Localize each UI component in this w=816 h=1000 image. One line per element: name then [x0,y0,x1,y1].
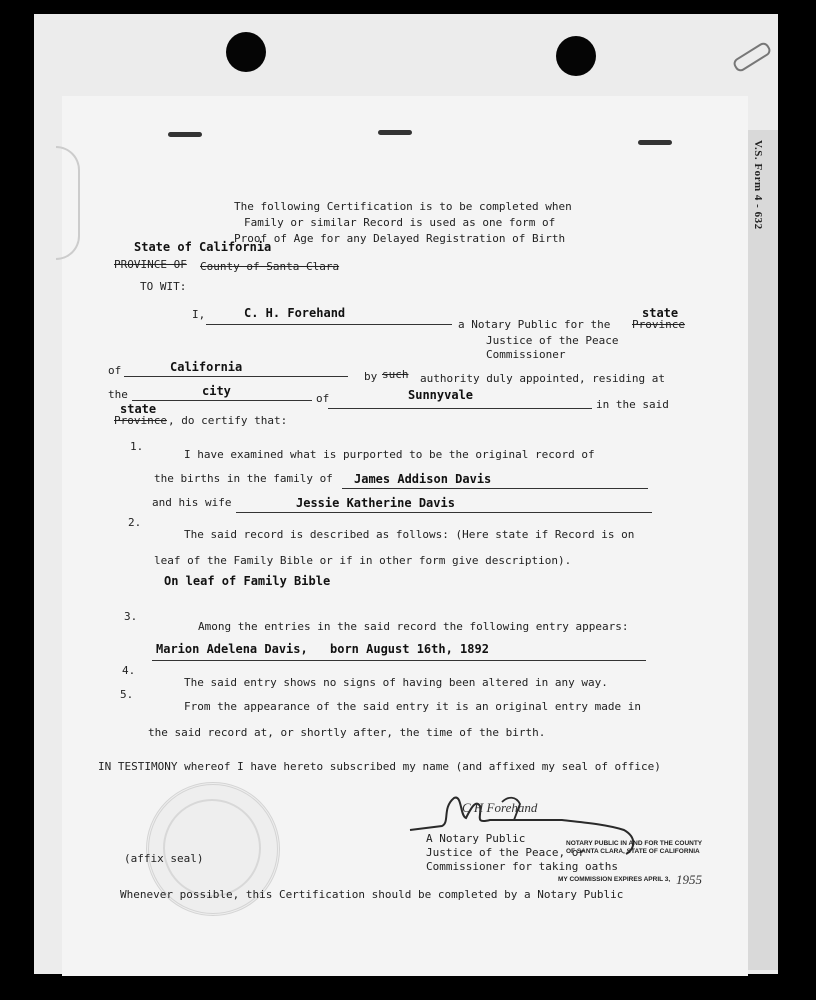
stamp-line-1: NOTARY PUBLIC IN AND FOR THE COUNTY [566,840,703,847]
province-struck-3: Province [114,414,167,427]
punch-hole-left [226,32,266,72]
notary-name-line [206,324,452,325]
item-5-line-2: the said record at, or shortly after, the time of the birth. [148,726,546,739]
state-typed: State of California [134,240,272,254]
commission-expiry: MY COMMISSION EXPIRES APRIL 3, [558,876,671,883]
signature-text: C H Forehand [462,800,538,815]
by-label: by [364,370,378,383]
such-struck: such [382,368,409,381]
affix-seal-label: (affix seal) [124,852,204,865]
notary-stamp [566,840,702,855]
item-number-4: 4. [122,664,136,677]
family-name-line [342,488,648,489]
sunnyvale-value: Sunnyvale [408,388,474,402]
intro-line-2: Family or similar Record is used as one form of [244,216,556,229]
footer-note: Whenever possible, this Certification should be completed by a Notary Public [120,888,624,901]
of-value: California [170,360,243,374]
testimony-text: IN TESTIMONY whereof I have hereto subscribed my name (and affixed my seal of office) [98,760,661,773]
province-struck: PROVINCE OF [114,258,187,271]
of-line [124,376,348,377]
notary-name-value: C. H. Forehand [244,306,346,320]
province-struck-2: Province [632,318,685,331]
justice-role: Justice of the Peace [486,334,619,347]
of-label: of [108,364,122,377]
county-struck: County of Santa Clara [200,260,340,273]
commissioner-role: Commissioner [486,348,566,361]
item-number-1: 1. [130,440,144,453]
signoff-line-3: Commissioner for taking oaths [426,860,619,873]
item-2-line-2: leaf of the Family Bible or if in other form give description). [154,554,572,567]
signoff-line-1: A Notary Public [426,832,526,845]
item-4-text: The said entry shows no signs of having been altered in any way. [184,676,608,689]
item-5-line-1: From the appearance of the said entry it is an original entry made in [184,700,641,713]
notary-public-for: a Notary Public for the [458,318,611,331]
do-certify: , do certify that: [168,414,288,427]
commission-year-handwritten: 1955 [676,872,702,887]
binder-slot [378,130,412,135]
certificate-page [62,96,748,976]
wife-name-line [236,512,652,513]
item-number-2: 2. [128,516,142,529]
item-3-line-1: Among the entries in the said record the following entry appears: [198,620,629,633]
embossed-seal-edge [56,146,80,260]
i-label: I, [192,308,206,321]
description-value: On leaf of Family Bible [164,574,331,588]
the-label: the [108,388,128,401]
stamp-line-2: OF SANTA CLARA, STATE OF CALIFORNIA [566,847,700,855]
item-1-line-2: the births in the family of [154,472,333,485]
city-value: city [202,384,231,398]
intro-line-1: The following Certification is to be completed when [234,200,572,213]
form-number-label: V.S. Form 4 - 632 [752,140,764,230]
item-number-5: 5. [120,688,134,701]
entry-born-value: born August 16th, 1892 [330,642,489,656]
of-label-2: of [316,392,330,405]
item-number-3: 3. [124,610,138,623]
item-2-line-1: The said record is described as follows: (Here state if Record is on [184,528,635,541]
authority-text: authority duly appointed, residing at [420,372,666,385]
signoff-line-2: Justice of the Peace, or [426,846,585,859]
state-typed-3: state [120,402,157,416]
to-wit: TO WIT: [140,280,187,293]
wife-label: and his wife [152,496,232,509]
entry-name-value: Marion Adelena Davis, [156,642,308,656]
binder-slot [638,140,672,145]
state-typed-2: state [642,306,679,320]
city-line [132,400,312,401]
family-name-value: James Addison Davis [354,472,492,486]
punch-hole-right [556,36,596,76]
entry-line [152,660,646,661]
wife-name-value: Jessie Katherine Davis [296,496,455,510]
intro-line-3: Proof of Age for any Delayed Registration of Birth [234,232,566,245]
binder-slot [168,132,202,137]
sunnyvale-line [328,408,592,409]
item-1-line-1: I have examined what is purported to be the original record of [184,448,595,461]
in-the-said: in the said [596,398,669,411]
